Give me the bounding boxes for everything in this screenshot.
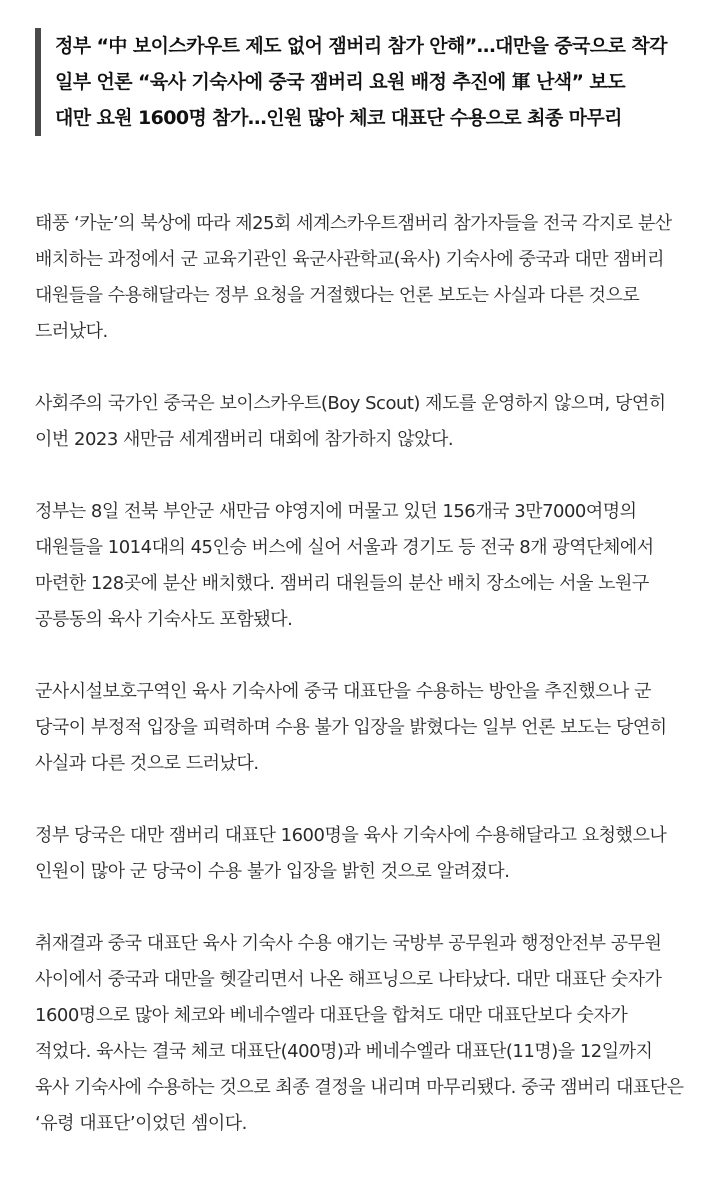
summary-line-2: 일부 언론 “육사 기숙사에 중국 잼버리 요원 배정 추진에 軍 난색” 보도 — [55, 71, 625, 93]
article-paragraph-5: 정부 당국은 대만 잼버리 대표단 1600명을 육사 기숙사에 수용해달라고 요청했으나 인원이 많아 군 당국이 수용 불가 입장을 밝힌 것으로 알려졌다. — [35, 825, 667, 882]
article-paragraph-2: 사회주의 국가인 중국은 보이스카우트(Boy Scout) 제도를 운영하지 않으며, 당연히 이번 2023 새만금 세계잼버리 대회에 참가하지 않았다. — [35, 393, 666, 450]
article-paragraph-3: 정부는 8일 전북 부안군 새만금 야영지에 머물고 있던 156개국 3만7000여명의 대원들을 1014대의 45인승 버스에 실어 서울과 경기도 등 전국 8개 광역단체에서 마련한 128곳에 분산 배치했다. 잼버리 대원들의 분산 배치 장소에는 서울 노원구 공릉동의 육사 기숙사도 포함됐다. — [35, 501, 654, 630]
article-paragraph-1: 태풍 ‘카눈’의 북상에 따라 제25회 세계스카우트잼버리 참가자들을 전국 각지로 분산 배치하는 과정에서 군 교육기관인 육군사관학교(육사) 기숙사에 중국과 대만 잼버리 대원들을 수용해달라는 정부 요청을 거절했다는 언론 보도는 사실과 다른 것으로 드러났다. — [35, 213, 672, 342]
article-paragraph-4: 군사시설보호구역인 육사 기숙사에 중국 대표단을 수용하는 방안을 추진했으나 군 당국이 부정적 입장을 피력하며 수용 불가 입장을 밝혔다는 일부 언론 보도는 당연히 사실과 다른 것으로 드러났다. — [35, 681, 667, 774]
article-summary-box — [35, 28, 695, 136]
article-paragraph-6: 취재결과 중국 대표단 육사 기숙사 수용 얘기는 국방부 공무원과 행정안전부 공무원 사이에서 중국과 대만을 헷갈리면서 나온 해프닝으로 나타났다. 대만 대표단 숫자가 1600명으로 많아 체코와 베네수엘라 대표단을 합쳐도 대만 대표단보다 숫자가 적었다. 육사는 결국 체코 대표단(400명)과 베네수엘라 대표단(11명)을 12일까지 육사 기숙사에 수용하는 것으로 최종 결정을 내리며 마무리됐다. 중국 잼버리 대표단은 ‘유령 대표단’이었던 셈이다. — [35, 933, 684, 1134]
summary-line-3: 대만 요원 1600명 참가…인원 많아 체코 대표단 수용으로 최종 마무리 — [55, 107, 622, 129]
article-body — [35, 206, 685, 1178]
summary-line-1: 정부 “中 보이스카우트 제도 없어 잼버리 참가 안해”…대만을 중국으로 착각 — [55, 35, 667, 57]
